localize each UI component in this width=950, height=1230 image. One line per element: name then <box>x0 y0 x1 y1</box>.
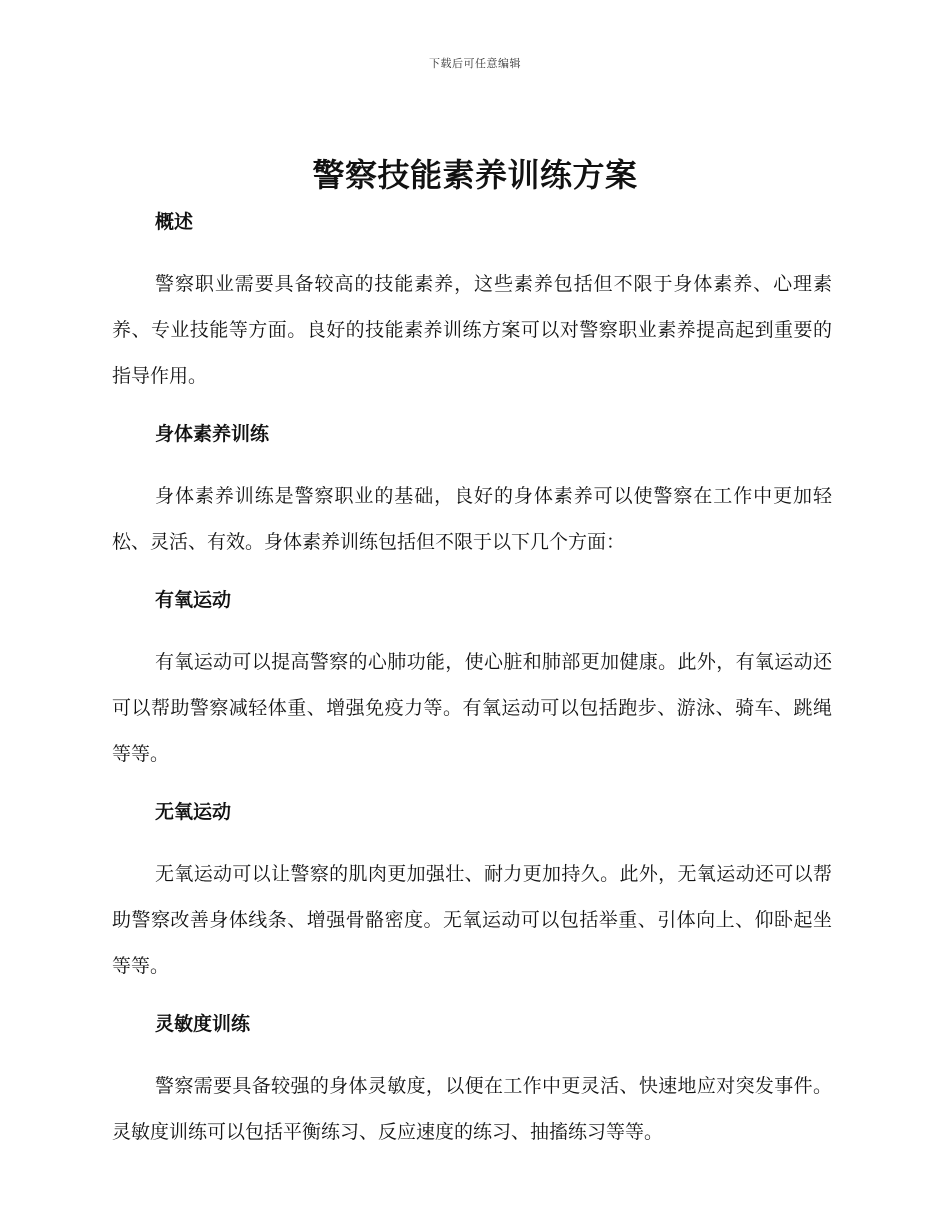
section-paragraph-aerobic: 有氧运动可以提高警察的心肺功能，使心脏和肺部更加健康。此外，有氧运动还可以帮助警察减轻体重、增强免疫力等。有氧运动可以包括跑步、游泳、骑车、跳绳等等。 <box>112 651 832 765</box>
section-paragraph-overview: 警察职业需要具备较高的技能素养，这些素养包括但不限于身体素养、心理素养、专业技能等方面。良好的技能素养训练方案可以对警察职业素养提高起到重要的指导作用。 <box>112 273 832 387</box>
header-note: 下载后可任意编辑 <box>429 57 521 70</box>
section-heading-aerobic: 有氧运动 <box>155 589 232 611</box>
document-title: 警察技能素养训练方案 <box>312 156 638 194</box>
section-paragraph-anaerobic: 无氧运动可以让警察的肌肉更加强壮、耐力更加持久。此外，无氧运动还可以帮助警察改善身体线条、增强骨骼密度。无氧运动可以包括举重、引体向上、仰卧起坐等等。 <box>112 863 832 977</box>
section-paragraph-agility: 警察需要具备较强的身体灵敏度，以便在工作中更灵活、快速地应对突发事件。灵敏度训练可以包括平衡练习、反应速度的练习、抽搐练习等等。 <box>112 1075 832 1143</box>
section-paragraph-physical-training: 身体素养训练是警察职业的基础，良好的身体素养可以使警察在工作中更加轻松、灵活、有效。身体素养训练包括但不限于以下几个方面： <box>112 485 832 553</box>
section-heading-physical-training: 身体素养训练 <box>155 423 270 445</box>
section-heading-anaerobic: 无氧运动 <box>155 801 232 823</box>
section-heading-agility: 灵敏度训练 <box>155 1013 251 1035</box>
section-heading-overview: 概述 <box>155 211 194 233</box>
document-body <box>112 205 832 1155</box>
